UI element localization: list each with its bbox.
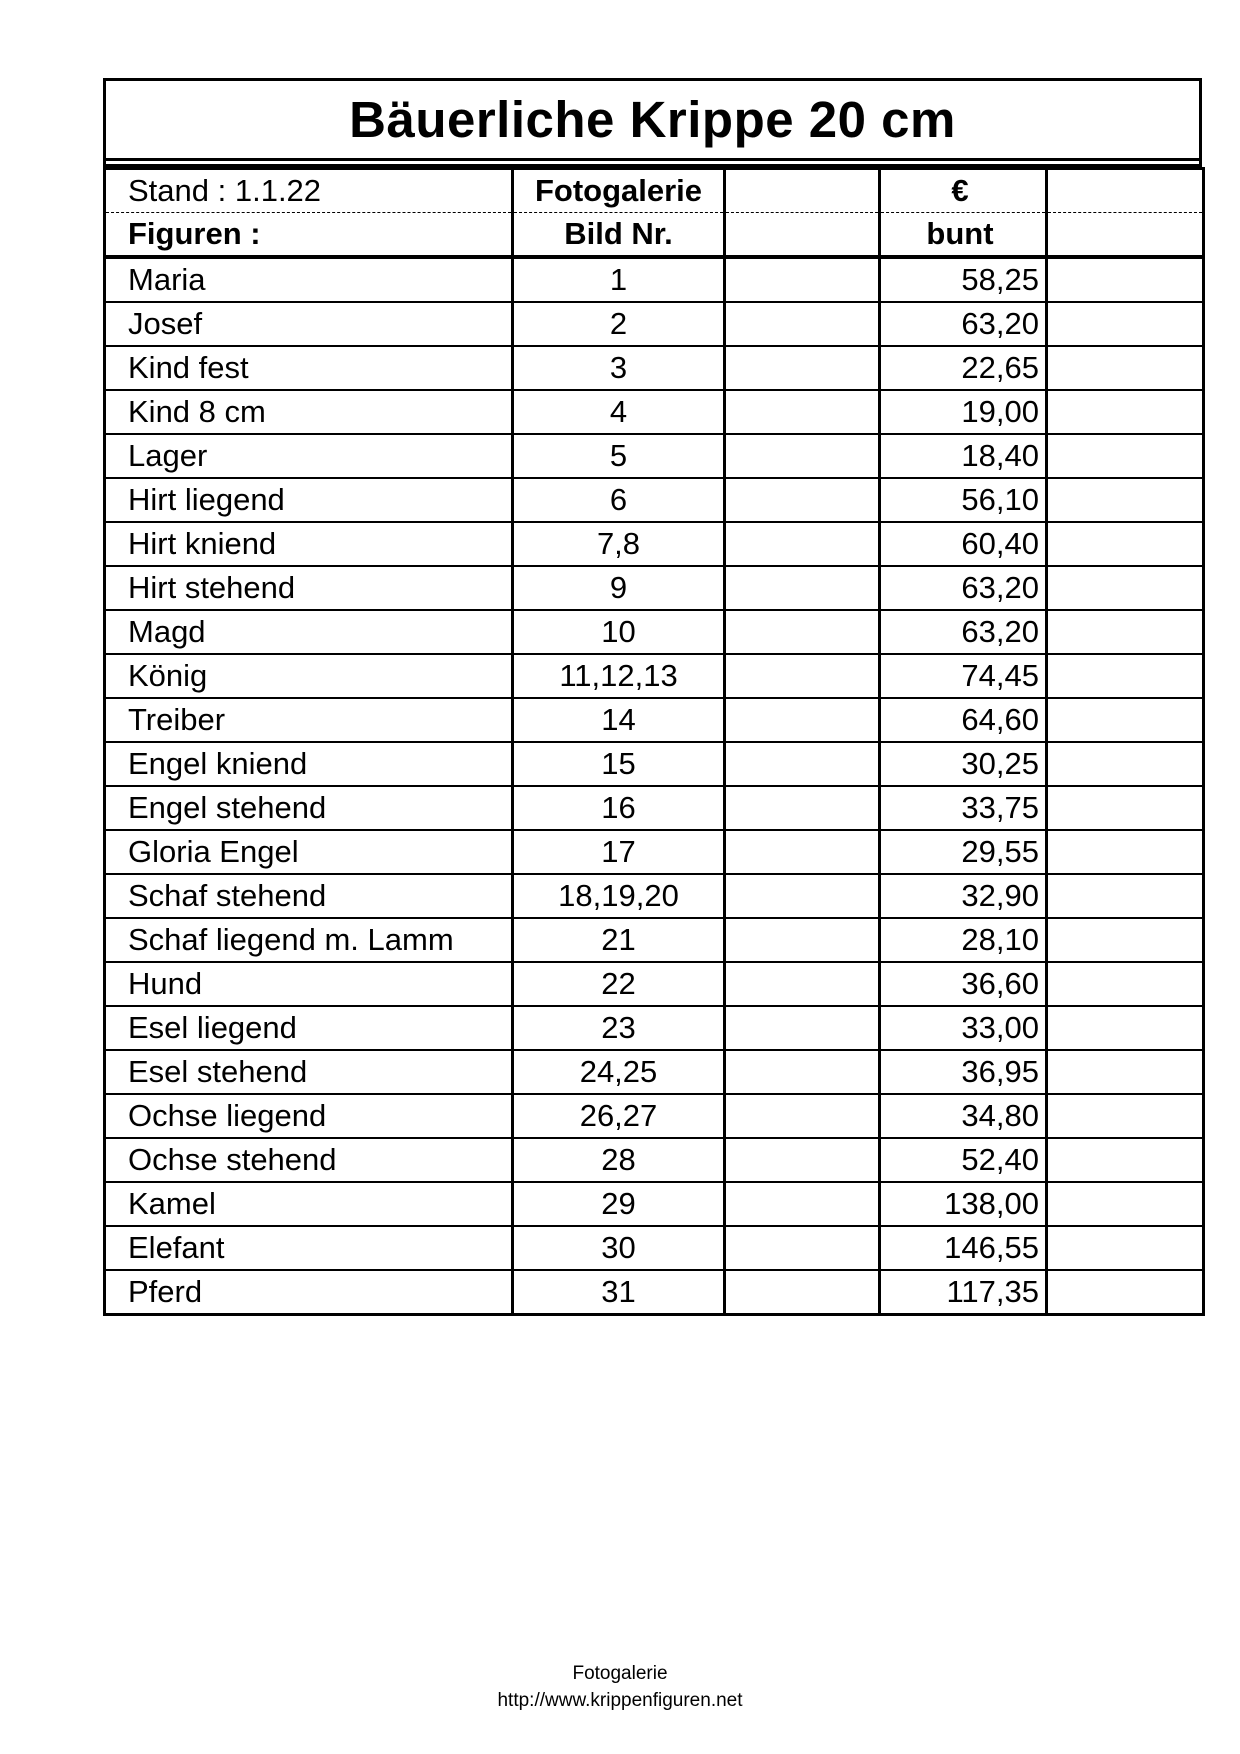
bild-number: 14 xyxy=(513,698,725,742)
empty-cell xyxy=(725,434,880,478)
price-bunt: 63,20 xyxy=(880,302,1047,346)
empty-cell xyxy=(725,257,880,302)
table-row xyxy=(105,1182,1204,1226)
price-bunt: 33,00 xyxy=(880,1006,1047,1050)
price-bunt: 36,60 xyxy=(880,962,1047,1006)
empty-cell xyxy=(1047,434,1204,478)
empty-cell xyxy=(1047,1006,1204,1050)
page-title: Bäuerliche Krippe 20 cm xyxy=(349,91,956,148)
price-bunt: 74,45 xyxy=(880,654,1047,698)
table-row xyxy=(105,1094,1204,1138)
bild-number: 28 xyxy=(513,1138,725,1182)
empty-cell xyxy=(1047,522,1204,566)
stand-label: Stand : 1.1.22 xyxy=(105,169,513,213)
empty-cell xyxy=(725,478,880,522)
header-row-2 xyxy=(105,213,1204,258)
price-bunt: 32,90 xyxy=(880,874,1047,918)
figure-name: Pferd xyxy=(105,1270,513,1315)
bild-nr-header: Bild Nr. xyxy=(513,213,725,258)
bild-number: 7,8 xyxy=(513,522,725,566)
figure-name: Kind fest xyxy=(105,346,513,390)
empty-cell xyxy=(725,654,880,698)
empty-cell xyxy=(725,566,880,610)
empty-cell xyxy=(1047,346,1204,390)
price-bunt: 28,10 xyxy=(880,918,1047,962)
bild-number: 5 xyxy=(513,434,725,478)
empty-header-cell xyxy=(725,169,880,213)
bild-number: 1 xyxy=(513,257,725,302)
table-row xyxy=(105,874,1204,918)
figure-name: Gloria Engel xyxy=(105,830,513,874)
bild-number: 30 xyxy=(513,1226,725,1270)
price-bunt: 117,35 xyxy=(880,1270,1047,1315)
figure-name: König xyxy=(105,654,513,698)
price-bunt: 63,20 xyxy=(880,610,1047,654)
table-row xyxy=(105,478,1204,522)
footer-fotogalerie: Fotogalerie xyxy=(572,1663,668,1684)
empty-cell xyxy=(1047,1226,1204,1270)
figure-name: Ochse liegend xyxy=(105,1094,513,1138)
bild-number: 23 xyxy=(513,1006,725,1050)
bild-number: 22 xyxy=(513,962,725,1006)
bild-number: 11,12,13 xyxy=(513,654,725,698)
table-row xyxy=(105,1138,1204,1182)
empty-cell xyxy=(1047,610,1204,654)
bild-number: 4 xyxy=(513,390,725,434)
empty-cell xyxy=(1047,1270,1204,1315)
empty-cell xyxy=(1047,1050,1204,1094)
empty-cell xyxy=(725,390,880,434)
empty-cell xyxy=(1047,1138,1204,1182)
empty-cell xyxy=(725,874,880,918)
bild-number: 2 xyxy=(513,302,725,346)
table-row xyxy=(105,698,1204,742)
price-bunt: 22,65 xyxy=(880,346,1047,390)
price-bunt: 29,55 xyxy=(880,830,1047,874)
figure-name: Engel kniend xyxy=(105,742,513,786)
empty-cell xyxy=(725,698,880,742)
empty-cell xyxy=(1047,742,1204,786)
empty-cell xyxy=(725,346,880,390)
empty-cell xyxy=(1047,1182,1204,1226)
empty-cell xyxy=(1047,654,1204,698)
figure-name: Engel stehend xyxy=(105,786,513,830)
bild-number: 24,25 xyxy=(513,1050,725,1094)
price-table xyxy=(103,167,1205,1316)
price-bunt: 146,55 xyxy=(880,1226,1047,1270)
price-bunt: 18,40 xyxy=(880,434,1047,478)
empty-cell xyxy=(725,1226,880,1270)
table-row xyxy=(105,1226,1204,1270)
figure-name: Esel stehend xyxy=(105,1050,513,1094)
empty-cell xyxy=(1047,566,1204,610)
table-row xyxy=(105,566,1204,610)
bild-number: 18,19,20 xyxy=(513,874,725,918)
price-bunt: 60,40 xyxy=(880,522,1047,566)
bild-number: 16 xyxy=(513,786,725,830)
table-row xyxy=(105,610,1204,654)
figure-name: Maria xyxy=(105,257,513,302)
empty-cell xyxy=(725,962,880,1006)
empty-cell xyxy=(725,830,880,874)
empty-cell xyxy=(725,522,880,566)
figure-name: Lager xyxy=(105,434,513,478)
empty-cell xyxy=(725,1006,880,1050)
empty-cell xyxy=(725,918,880,962)
figure-name: Schaf liegend m. Lamm xyxy=(105,918,513,962)
table-row xyxy=(105,346,1204,390)
empty-cell xyxy=(725,1270,880,1315)
figure-name: Hirt kniend xyxy=(105,522,513,566)
figure-name: Kamel xyxy=(105,1182,513,1226)
empty-cell xyxy=(1047,962,1204,1006)
empty-cell xyxy=(1047,390,1204,434)
page-footer xyxy=(0,1660,1240,1714)
price-bunt: 52,40 xyxy=(880,1138,1047,1182)
price-bunt: 34,80 xyxy=(880,1094,1047,1138)
empty-cell xyxy=(725,1182,880,1226)
price-list-sheet xyxy=(103,78,1202,1316)
empty-cell xyxy=(725,302,880,346)
figure-name: Hund xyxy=(105,962,513,1006)
table-row xyxy=(105,962,1204,1006)
bild-number: 21 xyxy=(513,918,725,962)
footer-url: http://www.krippenfiguren.net xyxy=(497,1690,743,1711)
figure-name: Josef xyxy=(105,302,513,346)
table-row xyxy=(105,1006,1204,1050)
figure-name: Esel liegend xyxy=(105,1006,513,1050)
table-row xyxy=(105,390,1204,434)
empty-cell xyxy=(725,610,880,654)
bild-number: 17 xyxy=(513,830,725,874)
price-bunt: 56,10 xyxy=(880,478,1047,522)
figure-name: Hirt liegend xyxy=(105,478,513,522)
bild-number: 6 xyxy=(513,478,725,522)
bild-number: 9 xyxy=(513,566,725,610)
figure-name: Magd xyxy=(105,610,513,654)
empty-cell xyxy=(725,1050,880,1094)
title-box xyxy=(103,78,1202,158)
header-row-1 xyxy=(105,169,1204,213)
price-bunt: 33,75 xyxy=(880,786,1047,830)
bild-number: 15 xyxy=(513,742,725,786)
figure-name: Hirt stehend xyxy=(105,566,513,610)
figuren-header: Figuren : xyxy=(105,213,513,258)
bild-number: 10 xyxy=(513,610,725,654)
bunt-header: bunt xyxy=(880,213,1047,258)
empty-cell xyxy=(1047,830,1204,874)
figure-name: Kind 8 cm xyxy=(105,390,513,434)
bild-number: 31 xyxy=(513,1270,725,1315)
figure-name: Schaf stehend xyxy=(105,874,513,918)
empty-cell xyxy=(725,786,880,830)
table-row xyxy=(105,1270,1204,1315)
empty-cell xyxy=(725,742,880,786)
empty-cell xyxy=(1047,302,1204,346)
table-row xyxy=(105,257,1204,302)
empty-cell xyxy=(1047,478,1204,522)
price-bunt: 64,60 xyxy=(880,698,1047,742)
empty-cell xyxy=(1047,874,1204,918)
table-row xyxy=(105,302,1204,346)
empty-header-cell xyxy=(725,213,880,258)
price-bunt: 30,25 xyxy=(880,742,1047,786)
figure-name: Treiber xyxy=(105,698,513,742)
empty-cell xyxy=(1047,786,1204,830)
empty-cell xyxy=(1047,918,1204,962)
empty-cell xyxy=(1047,1094,1204,1138)
table-row xyxy=(105,522,1204,566)
empty-cell xyxy=(725,1094,880,1138)
bild-number: 26,27 xyxy=(513,1094,725,1138)
table-row xyxy=(105,654,1204,698)
fotogalerie-header: Fotogalerie xyxy=(513,169,725,213)
price-bunt: 138,00 xyxy=(880,1182,1047,1226)
bild-number: 3 xyxy=(513,346,725,390)
table-row xyxy=(105,434,1204,478)
price-bunt: 58,25 xyxy=(880,257,1047,302)
price-bunt: 19,00 xyxy=(880,390,1047,434)
price-bunt: 63,20 xyxy=(880,566,1047,610)
empty-cell xyxy=(725,1138,880,1182)
table-row xyxy=(105,918,1204,962)
figure-name: Ochse stehend xyxy=(105,1138,513,1182)
table-row xyxy=(105,1050,1204,1094)
title-divider xyxy=(103,158,1202,167)
figure-name: Elefant xyxy=(105,1226,513,1270)
bild-number: 29 xyxy=(513,1182,725,1226)
empty-header-cell xyxy=(1047,169,1204,213)
table-row xyxy=(105,830,1204,874)
empty-cell xyxy=(1047,698,1204,742)
price-bunt: 36,95 xyxy=(880,1050,1047,1094)
currency-header: € xyxy=(880,169,1047,213)
table-row xyxy=(105,742,1204,786)
empty-cell xyxy=(1047,257,1204,302)
empty-header-cell xyxy=(1047,213,1204,258)
table-row xyxy=(105,786,1204,830)
